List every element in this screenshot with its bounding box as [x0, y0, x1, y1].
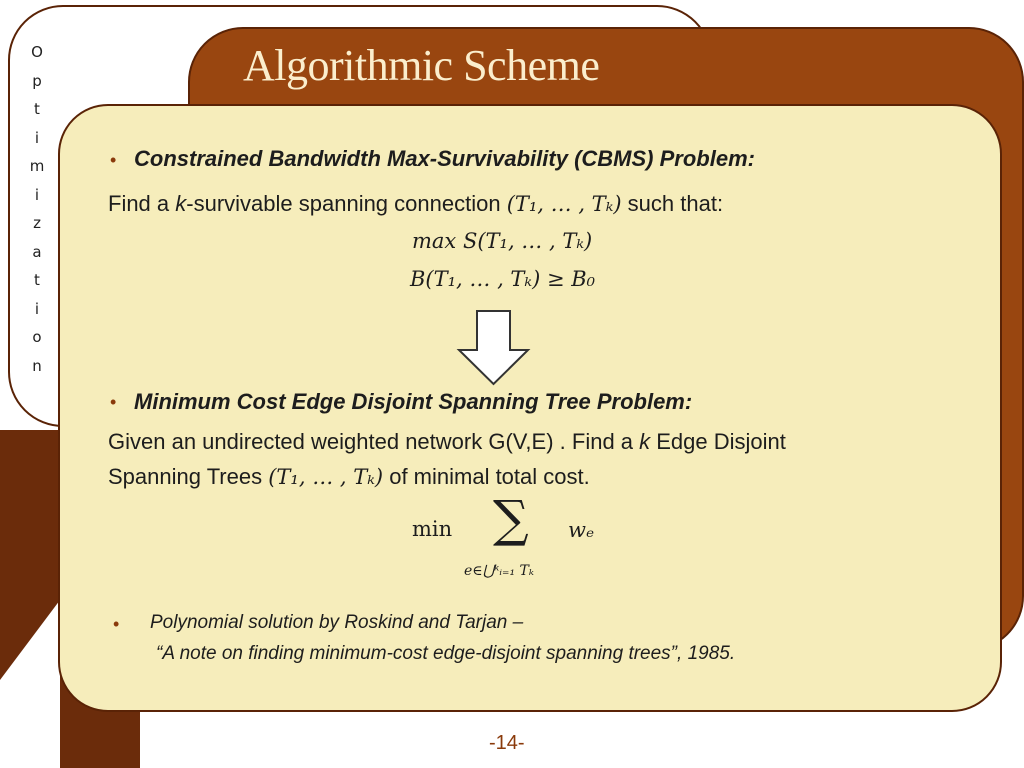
- down-arrow-icon: [455, 308, 533, 386]
- mcedst-line2-suffix: of minimal total cost.: [383, 464, 590, 489]
- mcedst-line2: [108, 464, 590, 490]
- mcedst-line1-prefix: Given an undirected weighted network G(V,E) . Find a: [108, 429, 640, 454]
- formula-min: min: [412, 517, 453, 541]
- slide-title: Algorithmic Scheme: [243, 41, 600, 90]
- page-number: -14-: [489, 732, 525, 754]
- reference-line2: “A note on finding minimum-cost edge-disjoint spanning trees”, 1985.: [156, 643, 736, 664]
- decorative-corner: [0, 600, 60, 768]
- formula-objective: max S(T₁, … , Tₖ): [412, 229, 593, 253]
- sidebar-letter: a: [32, 242, 42, 261]
- bullet-2: •: [110, 392, 117, 412]
- formula-sum-subscript: e∈⋃ᵏᵢ₌₁ Tₖ: [464, 563, 534, 579]
- sidebar-letter: t: [34, 271, 40, 289]
- reference-line1: Polynomial solution by Roskind and Tarjan –: [150, 612, 524, 633]
- sidebar-letter: i: [34, 299, 40, 318]
- sidebar-letter: p: [32, 71, 42, 90]
- cbms-description: [108, 191, 723, 217]
- mcedst-heading: Minimum Cost Edge Disjoint Spanning Tree Problem:: [134, 389, 693, 414]
- formula-weight-term: wₑ: [568, 518, 595, 542]
- sidebar-letter: m: [29, 157, 45, 175]
- sidebar-letter: z: [33, 214, 41, 232]
- cbms-heading: Constrained Bandwidth Max-Survivability (CBMS) Problem:: [134, 146, 755, 171]
- sidebar-letter: t: [34, 100, 40, 118]
- mcedst-var-k: k: [639, 429, 651, 454]
- mcedst-line1-suffix: Edge Disjoint: [650, 429, 786, 454]
- mcedst-line2-prefix: Spanning Trees: [108, 464, 269, 489]
- sidebar-vertical-label: [24, 38, 50, 380]
- sidebar-letter: o: [32, 328, 42, 346]
- mcedst-tuple: (T₁, … , Tₖ): [268, 465, 384, 489]
- bullet-1: •: [110, 150, 117, 170]
- formula-sum-symbol: ∑: [493, 490, 529, 548]
- mcedst-line1: [108, 429, 786, 455]
- cbms-text-middle: -survivable spanning connection: [186, 191, 507, 216]
- cbms-text-prefix: Find a: [108, 191, 176, 216]
- sidebar-letter: O: [31, 43, 43, 61]
- bullet-3: •: [113, 614, 120, 634]
- formula-constraint: B(T₁, … , Tₖ) ≥ B₀: [410, 267, 596, 291]
- cbms-text-suffix: such that:: [621, 191, 724, 216]
- sidebar-letter: i: [34, 128, 40, 147]
- sidebar-letter: i: [34, 185, 40, 204]
- cbms-tuple: (T₁, … , Tₖ): [506, 192, 622, 216]
- cbms-var-k: k: [175, 191, 187, 216]
- sidebar-letter: n: [32, 356, 42, 375]
